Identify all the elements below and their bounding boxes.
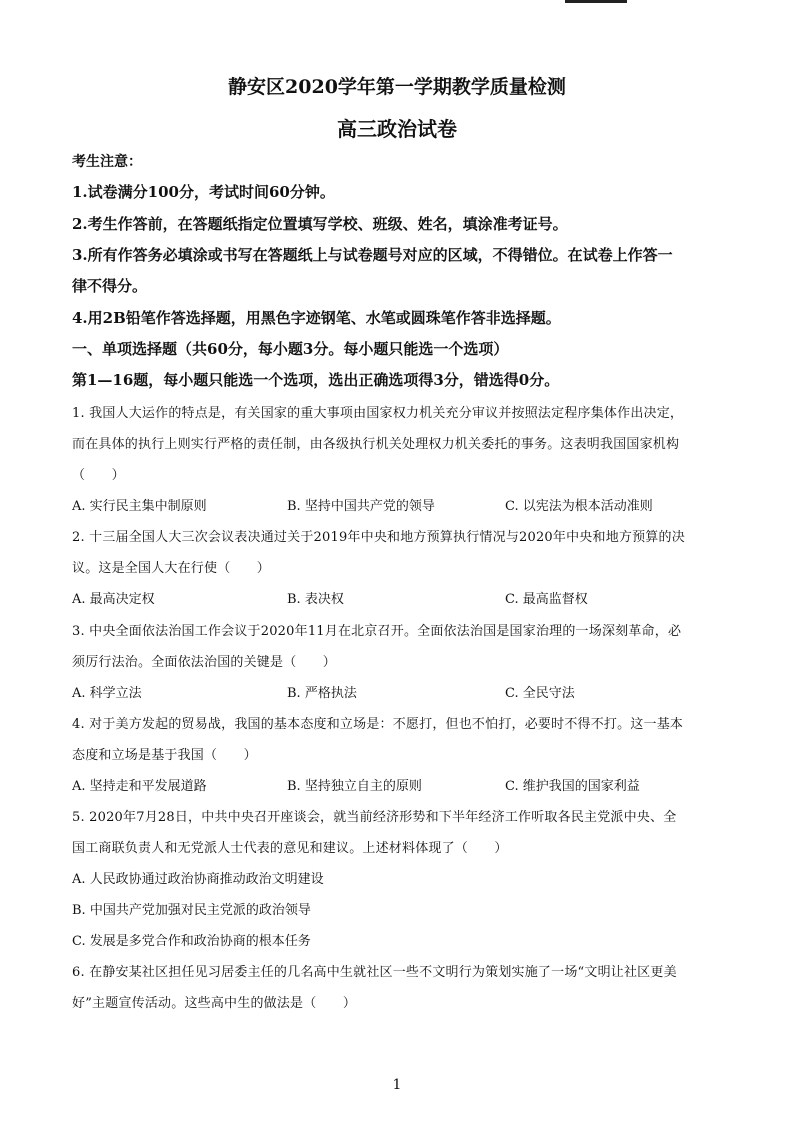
notice-item-2: 2.考生作答前，在答题纸指定位置填写学校、班级、姓名，填涂准考证号。 xyxy=(72,215,568,233)
question-1-line-2: 而在具体的执行上则实行严格的责任制，由各级执行机关处理权力机关委托的事务。这表明我国国家机构 xyxy=(72,437,680,452)
section-heading: 一、单项选择题（共60分，每小题3分。每小题只能选一个选项） xyxy=(72,340,509,358)
notice-item-3: 3.所有作答务必填涂或书写在答题纸上与试卷题号对应的区域，不得错位。在试卷上作答一 xyxy=(72,246,673,264)
question-1-option-c[interactable]: C. 以宪法为根本活动准则 xyxy=(505,499,653,514)
question-2-option-c[interactable]: C. 最高监督权 xyxy=(505,592,588,607)
notice-heading: 考生注意： xyxy=(72,154,142,170)
question-5-option-a[interactable]: A. 人民政协通过政治协商推动政治文明建设 xyxy=(72,872,324,887)
question-4-option-c[interactable]: C. 维护我国的国家利益 xyxy=(505,779,640,794)
question-4-option-b[interactable]: B. 坚持独立自主的原则 xyxy=(287,779,422,794)
question-2-option-b[interactable]: B. 表决权 xyxy=(287,592,344,607)
question-5-option-c[interactable]: C. 发展是多党合作和政治协商的根本任务 xyxy=(72,934,311,949)
question-3-option-b[interactable]: B. 严格执法 xyxy=(287,686,357,701)
question-2-option-a[interactable]: A. 最高决定权 xyxy=(72,592,155,607)
question-5-line-2: 国工商联负责人和无党派人士代表的意见和建议。上述材料体现了（ ） xyxy=(72,841,508,856)
question-3-line-1: 3. 中央全面依法治国工作会议于2020年11月在北京召开。全面依法治国是国家治理的一场深刻革命，必 xyxy=(72,624,682,639)
question-3-option-a[interactable]: A. 科学立法 xyxy=(72,686,142,701)
header-mark xyxy=(565,0,627,3)
exam-title: 静安区2020学年第一学期教学质量检测 xyxy=(228,76,566,98)
question-2-line-2: 议。这是全国人大在行使（ ） xyxy=(72,561,271,576)
question-3-option-c[interactable]: C. 全民守法 xyxy=(505,686,575,701)
question-1-option-a[interactable]: A. 实行民主集中制原则 xyxy=(72,499,207,514)
question-1-line-3: （ ） xyxy=(72,468,125,483)
notice-item-4: 4.用2B铅笔作答选择题，用黑色字迹钢笔、水笔或圆珠笔作答非选择题。 xyxy=(72,309,561,327)
question-3-line-2: 须厉行法治。全面依法治国的关键是（ ） xyxy=(72,655,337,670)
question-1-line-1: 1. 我国人大运作的特点是，有关国家的重大事项由国家权力机关充分审议并按照法定程序集体作出决定， xyxy=(72,406,684,421)
section-instruction: 第1—16题，每小题只能选一个选项，选出正确选项得3分，错选得0分。 xyxy=(72,371,560,389)
question-4-option-a[interactable]: A. 坚持走和平发展道路 xyxy=(72,779,207,794)
question-4-line-1: 4. 对于美方发起的贸易战，我国的基本态度和立场是：不愿打，但也不怕打，必要时不得不打。这一基本 xyxy=(72,717,684,732)
question-6-line-2: 好”主题宣传活动。这些高中生的做法是（ ） xyxy=(72,996,357,1011)
question-2-line-1: 2. 十三届全国人大三次会议表决通过关于2019年中央和地方预算执行情况与2020年中央和地方预算的决 xyxy=(72,530,685,545)
question-1-option-b[interactable]: B. 坚持中国共产党的领导 xyxy=(287,499,435,514)
page-number: 1 xyxy=(392,1077,402,1093)
question-5-option-b[interactable]: B. 中国共产党加强对民主党派的政治领导 xyxy=(72,903,311,918)
exam-subtitle: 高三政治试卷 xyxy=(337,117,457,141)
notice-item-3-cont: 律不得分。 xyxy=(72,277,148,295)
question-5-line-1: 5. 2020年7月28日，中共中央召开座谈会，就当前经济形势和下半年经济工作听取各民主党派中央、全 xyxy=(72,810,677,825)
question-4-line-2: 态度和立场是基于我国（ ） xyxy=(72,748,257,763)
question-6-line-1: 6. 在静安某社区担任见习居委主任的几名高中生就社区一些不文明行为策划实施了一场“文明让社区更美 xyxy=(72,965,677,980)
notice-item-1: 1.试卷满分100分，考试时间60分钟。 xyxy=(72,183,335,201)
